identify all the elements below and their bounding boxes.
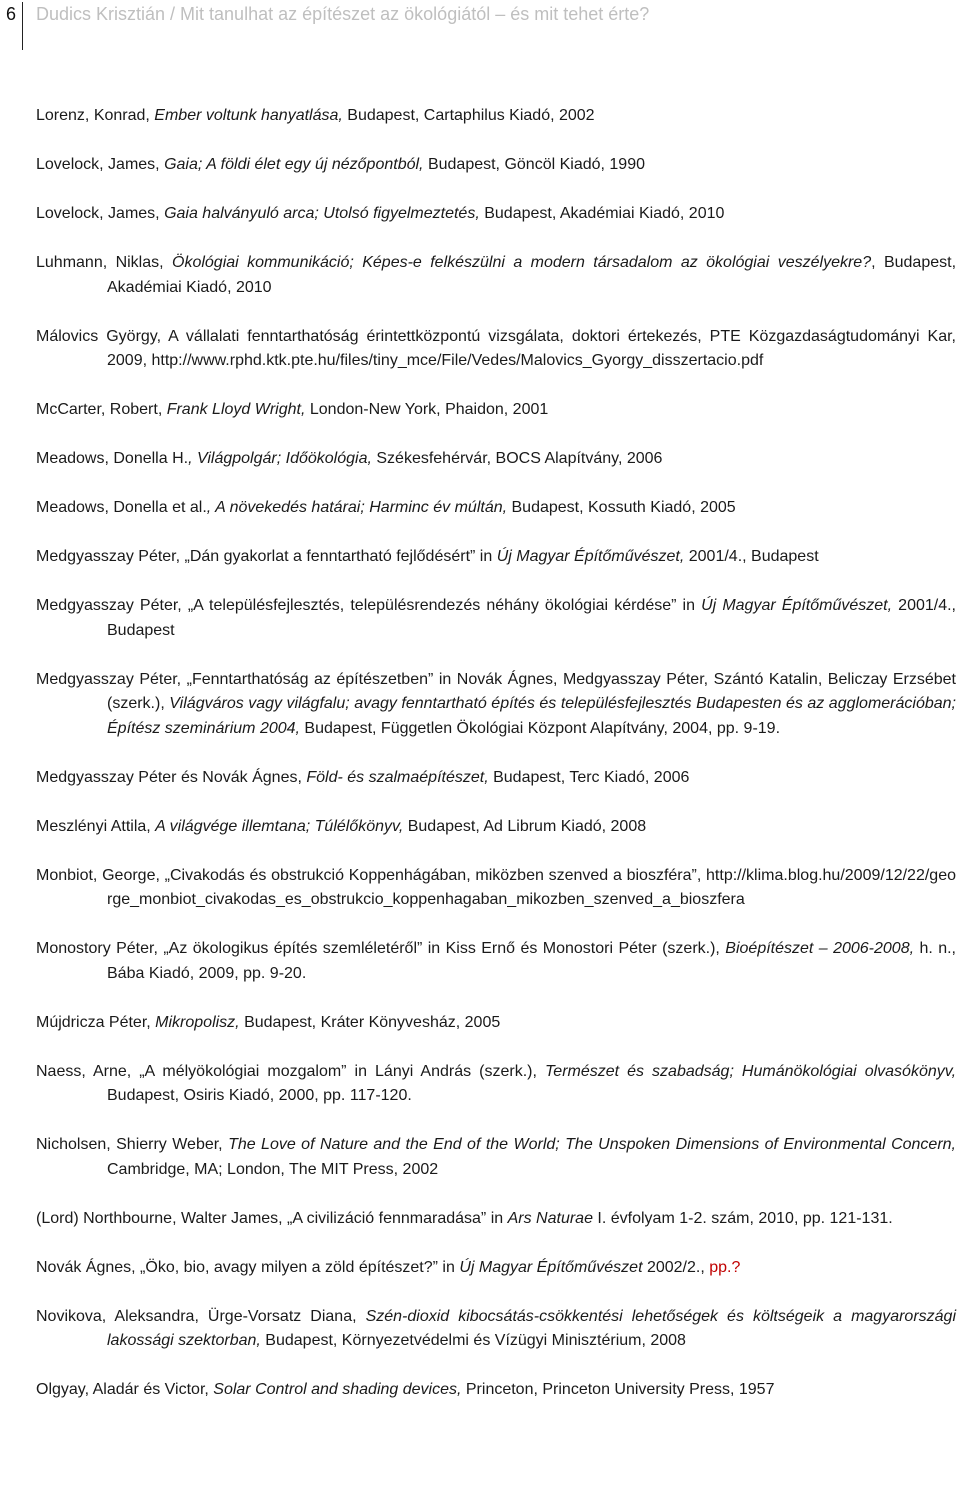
reference-author: Medgyasszay Péter, „Fenntarthatóság az építészetben” in Novák Ágnes, Medgyasszay Péter, Szántó Katalin, Beliczay Erzsébet (szerk.), xyxy=(36,670,956,712)
reference-title: Ember voltunk hanyatlása, xyxy=(154,107,343,124)
reference-item xyxy=(36,937,956,986)
reference-title: Világváros vagy világfalu; avagy fenntartható építés és településfejlesztés Budapesten és az agglomerációban; Építész szeminárium 2004, xyxy=(107,695,957,737)
reference-author: Mújdricza Péter, xyxy=(36,1013,156,1031)
reference-item xyxy=(36,1011,956,1036)
reference-author: Lovelock, James, xyxy=(36,156,165,173)
running-title: Dudics Krisztián / Mit tanulhat az építészet az ökológiától – és mit tehet érte? xyxy=(36,4,650,24)
reference-publication: Budapest, Terc Kiadó, 2006 xyxy=(488,768,690,786)
reference-title: Mikropolisz, xyxy=(155,1013,240,1031)
reference-item xyxy=(36,496,956,521)
reference-publication: , Budapest, Akadémiai Kiadó, 2010 xyxy=(107,254,957,296)
reference-title: Új Magyar Építőművészet, xyxy=(496,548,685,565)
reference-author: Olgyay, Aladár és Victor, xyxy=(36,1381,214,1398)
reference-title: The Love of Nature and the End of the World; The Unspoken Dimensions of Environmental Concern, xyxy=(228,1136,956,1153)
reference-item xyxy=(36,594,956,643)
reference-publication: Budapest, Cartaphilus Kiadó, 2002 xyxy=(342,107,595,124)
reference-title: Frank Lloyd Wright, xyxy=(166,401,306,418)
reference-author: Novák Ágnes, „Öko, bio, avagy milyen a zöld építészet?” in xyxy=(36,1258,460,1276)
reference-author: Meadows, Donella et al. xyxy=(36,499,207,516)
missing-pages-marker: pp.? xyxy=(709,1258,741,1276)
reference-item xyxy=(36,251,956,300)
reference-publication: London-New York, Phaidon, 2001 xyxy=(305,401,549,418)
reference-item xyxy=(36,864,956,913)
reference-url-link[interactable]: http://www.rphd.ktk.pte.hu/files/tiny_mce/File/Vedes/Malovics_Gyorgy_disszertacio.pdf xyxy=(151,352,764,369)
reference-author: Novikova, Aleksandra, Ürge-Vorsatz Diana, xyxy=(36,1307,366,1325)
reference-author: Medgyasszay Péter és Novák Ágnes, xyxy=(36,768,307,786)
reference-item xyxy=(36,104,956,129)
reference-title: Gaia; A földi élet egy új nézőpontból, xyxy=(164,156,424,173)
reference-title: Gaia halványuló arca; Utolsó figyelmeztetés, xyxy=(164,205,480,222)
reference-publication: Budapest, Kossuth Kiadó, 2005 xyxy=(507,499,736,516)
reference-title: Ökológiai kommunikáció; Képes-e felkészülni a modern társadalom az ökológiai veszélyekre? xyxy=(172,254,872,271)
reference-publication: Budapest, Göncöl Kiadó, 1990 xyxy=(423,156,645,173)
reference-publication: Budapest, Ad Librum Kiadó, 2008 xyxy=(403,817,647,835)
reference-title: Solar Control and shading devices, xyxy=(213,1381,462,1398)
reference-item xyxy=(36,1378,956,1403)
reference-author: Medgyasszay Péter, „A településfejlesztés, településrendezés néhány ökológiai kérdése” in xyxy=(36,597,702,614)
reference-publication: 2001/4., Budapest xyxy=(684,548,819,565)
reference-publication: Budapest, Osiris Kiadó, 2000, pp. 117-120. xyxy=(107,1087,412,1104)
reference-item xyxy=(36,1207,956,1232)
reference-item xyxy=(36,1060,956,1109)
page-number: 6 xyxy=(6,4,17,24)
reference-item xyxy=(36,1256,956,1281)
reference-title: Új Magyar Építőművészet xyxy=(459,1258,643,1276)
reference-url-link[interactable]: http://klima.blog.hu/2009/12/22/george_monbiot_civakodas_es_obstrukcio_koppenhagaban_mikozben_szenved_a_bioszfera xyxy=(107,866,956,908)
reference-publication: 2001/4., Budapest xyxy=(107,597,956,639)
reference-title: Természet és szabadság; Humánökológiai olvasókönyv, xyxy=(544,1062,957,1080)
reference-author: Meszlényi Attila, xyxy=(36,817,156,835)
reference-publication: Budapest, Kráter Könyvesház, 2005 xyxy=(239,1013,501,1031)
reference-publication: 2002/2., xyxy=(642,1258,710,1276)
reference-publication: h. n., Bába Kiadó, 2009, pp. 9-20. xyxy=(107,940,957,982)
reference-title: , A növekedés határai; Harminc év múltán, xyxy=(206,499,508,516)
reference-item xyxy=(36,1133,956,1182)
reference-publication: Princeton, Princeton University Press, 1957 xyxy=(461,1381,775,1398)
reference-publication: I. évfolyam 1-2. szám, 2010, pp. 121-131. xyxy=(592,1209,893,1227)
reference-author: Málovics György, A vállalati fenntarthatóság érintettközpontú vizsgálata, doktori értekezés, PTE Közgazdaságtudományi Kar, 2009, xyxy=(36,327,956,369)
header-divider xyxy=(22,2,23,50)
reference-author: (Lord) Northbourne, Walter James, „A civilizáció fennmaradása” in xyxy=(36,1209,508,1227)
reference-item xyxy=(36,1305,956,1354)
reference-author: Medgyasszay Péter, „Dán gyakorlat a fenntartható fejlődésért” in xyxy=(36,548,497,565)
reference-item xyxy=(36,766,956,791)
reference-item xyxy=(36,202,956,227)
reference-author: Meadows, Donella H. xyxy=(36,450,189,467)
reference-item xyxy=(36,325,956,374)
reference-title: , Világpolgár; Időökológia, xyxy=(188,450,372,467)
reference-publication: Székesfehérvár, BOCS Alapítvány, 2006 xyxy=(371,450,663,467)
reference-item xyxy=(36,398,956,423)
reference-item xyxy=(36,447,956,472)
reference-title: Szén-dioxid kibocsátás-csökkentési lehetőségek és költségeik a magyarországi lakossági szektorban, xyxy=(107,1307,956,1349)
reference-publication: Budapest, Akadémiai Kiadó, 2010 xyxy=(479,205,725,222)
reference-list xyxy=(36,104,956,1427)
reference-title: Föld- és szalmaépítészet, xyxy=(306,768,489,786)
reference-author: Monbiot, George, „Civakodás és obstrukció Koppenhágában, miközben szenved a bioszféra”, xyxy=(36,866,707,884)
reference-author: Lorenz, Konrad, xyxy=(36,107,155,124)
reference-author: Naess, Arne, „A mélyökológiai mozgalom” in Lányi András (szerk.), xyxy=(36,1062,545,1080)
reference-item xyxy=(36,668,956,742)
reference-item xyxy=(36,815,956,840)
reference-title: A világvége illemtana; Túlélőkönyv, xyxy=(155,817,404,835)
reference-title: Új Magyar Építőművészet, xyxy=(701,597,893,614)
reference-author: Luhmann, Niklas, xyxy=(36,254,172,271)
reference-title: Bioépítészet – 2006-2008, xyxy=(725,940,915,957)
reference-author: Nicholsen, Shierry Weber, xyxy=(36,1136,229,1153)
reference-title: Ars Naturae xyxy=(507,1209,593,1227)
reference-item xyxy=(36,153,956,178)
reference-publication: Budapest, Független Ökológiai Központ Alapítvány, 2004, pp. 9-19. xyxy=(299,719,781,737)
page-header xyxy=(0,0,960,56)
reference-author: Monostory Péter, „Az ökologikus építés szemléletéről” in Kiss Ernő és Monostori Péter (szerk.), xyxy=(36,940,726,957)
reference-publication: Cambridge, MA; London, The MIT Press, 2002 xyxy=(107,1160,439,1178)
reference-item xyxy=(36,545,956,570)
reference-author: Lovelock, James, xyxy=(36,205,165,222)
reference-publication: Budapest, Környezetvédelmi és Vízügyi Minisztérium, 2008 xyxy=(260,1332,686,1349)
reference-author: McCarter, Robert, xyxy=(36,401,167,418)
